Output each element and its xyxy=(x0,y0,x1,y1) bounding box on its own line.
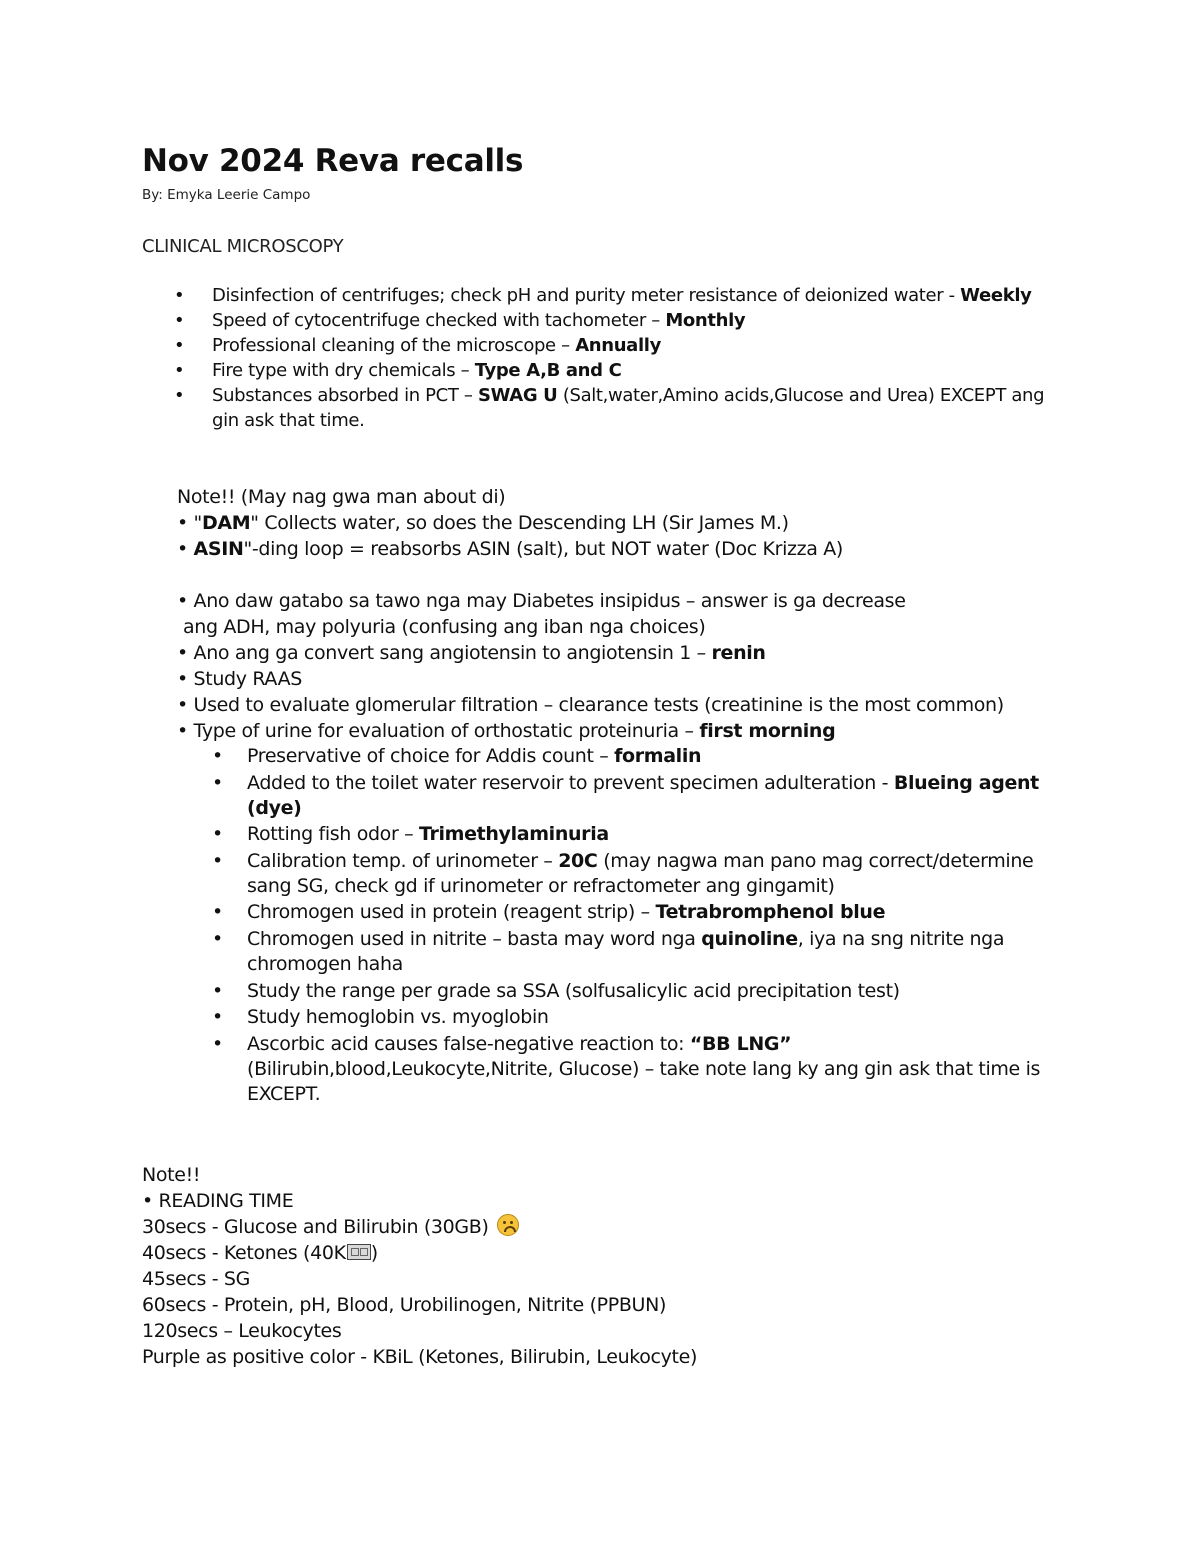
reading-time-block xyxy=(142,1162,1042,1370)
list-item: • Substances absorbed in PCT – SWAG U (Salt,water,Amino acids,Glucose and Urea) EXCEPT ang gin ask that time. xyxy=(142,383,1062,433)
list-item: • Professional cleaning of the microscope – Annually xyxy=(142,333,1062,358)
reading-45: 45secs - SG xyxy=(142,1268,250,1290)
sub-bullet-list xyxy=(177,744,1057,1107)
asin-note: • ASIN"-ding loop = reabsorbs ASIN (salt), but NOT water (Doc Krizza A) xyxy=(177,538,843,560)
list-item: • Study the range per grade sa SSA (solfusalicylic acid precipitation test) xyxy=(177,979,1057,1004)
dam-note: • "DAM" Collects water, so does the Descending LH (Sir James M.) xyxy=(177,512,789,534)
list-item: • Ascorbic acid causes false-negative reaction to: “BB LNG” (Bilirubin,blood,Leukocyte,Nitrite, Glucose) – take note lang ky ang gin ask that time is EXCEPT. xyxy=(177,1032,1057,1107)
orthostatic-item: • Type of urine for evaluation of orthostatic proteinuria – first morning xyxy=(177,720,836,742)
notes-block xyxy=(177,484,1057,1108)
reading-30: 30secs - Glucose and Bilirubin (30GB) xyxy=(142,1214,1042,1240)
list-item: • Preservative of choice for Addis count – formalin xyxy=(177,744,1057,769)
clearance-item: • Used to evaluate glomerular filtration – clearance tests (creatinine is the most common) xyxy=(177,694,1004,716)
list-item: • Disinfection of centrifuges; check pH and purity meter resistance of deionized water - Weekly xyxy=(142,283,1062,308)
list-item: • Rotting fish odor – Trimethylaminuria xyxy=(177,822,1057,847)
ledger-emoji-icon xyxy=(347,1244,371,1260)
top-bullet-list xyxy=(142,283,1062,433)
note-header: Note!! (May nag gwa man about di) xyxy=(177,486,506,508)
renin-item: • Ano ang ga convert sang angiotensin to angiotensin 1 – renin xyxy=(177,642,766,664)
reading-note: Note!! xyxy=(142,1164,201,1186)
list-item: • Chromogen used in nitrite – basta may word nga quinoline, iya na sng nitrite nga chromogen haha xyxy=(177,927,1057,977)
raas-item: • Study RAAS xyxy=(177,668,302,690)
list-item: • Calibration temp. of urinometer – 20C (may nagwa man pano mag correct/determine sang SG, check gd if urinometer or refractometer ang gingamit) xyxy=(177,849,1057,899)
diabetes-item: • Ano daw gatabo sa tawo nga may Diabetes insipidus – answer is ga decrease xyxy=(177,590,906,612)
list-item: • Fire type with dry chemicals – Type A,B and C xyxy=(142,358,1062,383)
reading-title: • READING TIME xyxy=(142,1190,294,1212)
list-item: • Speed of cytocentrifuge checked with tachometer – Monthly xyxy=(142,308,1062,333)
purple-positive: Purple as positive color - KBiL (Ketones, Bilirubin, Leukocyte) xyxy=(142,1346,698,1368)
reading-60: 60secs - Protein, pH, Blood, Urobilinogen, Nitrite (PPBUN) xyxy=(142,1294,667,1316)
reading-120: 120secs – Leukocytes xyxy=(142,1320,342,1342)
reading-40: 40secs - Ketones (40K ) xyxy=(142,1242,378,1264)
author-byline: By: Emyka Leerie Campo xyxy=(142,187,311,203)
diabetes-item-cont: ang ADH, may polyuria (confusing ang iban nga choices) xyxy=(183,616,706,638)
section-heading: CLINICAL MICROSCOPY xyxy=(142,236,344,257)
list-item: • Study hemoglobin vs. myoglobin xyxy=(177,1005,1057,1030)
list-item: • Added to the toilet water reservoir to prevent specimen adulteration - Blueing agent (dye) xyxy=(177,771,1057,821)
list-item: • Chromogen used in protein (reagent strip) – Tetrabromphenol blue xyxy=(177,900,1057,925)
sad-face-emoji-icon xyxy=(497,1214,519,1236)
document-title: Nov 2024 Reva recalls xyxy=(142,143,524,179)
